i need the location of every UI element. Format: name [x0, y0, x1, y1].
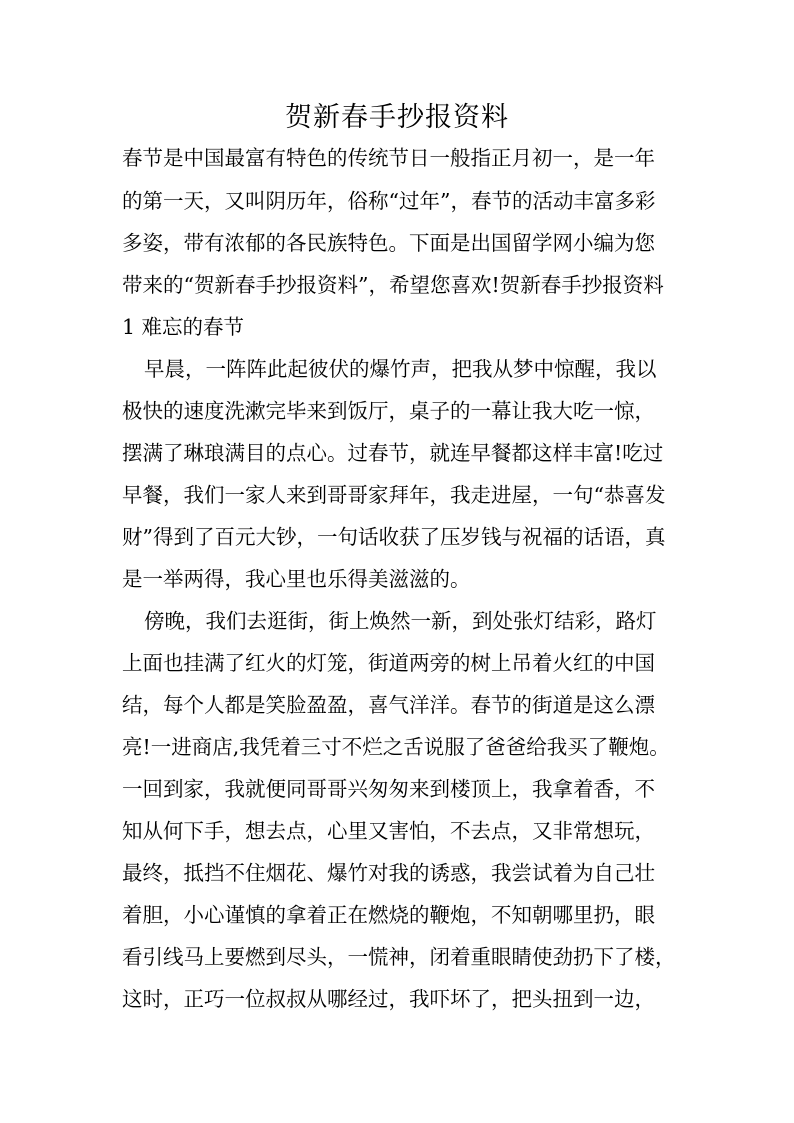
intro-line: 春节是中国最富有特色的传统节日一般指正月初一，是一年: [122, 146, 655, 170]
intro-line: 的第一天，又叫阴历年，俗称“过年”，春节的活动丰富多彩: [122, 189, 656, 213]
paragraph-2-line: 这时，正巧一位叔叔从哪经过，我吓坏了，把头扭到一边，: [122, 987, 655, 1011]
intro-line: 带来的“贺新春手抄报资料”，希望您喜欢!贺新春手抄报资料: [122, 273, 664, 297]
paragraph-2-line: 傍晚，我们去逛街，街上焕然一新，到处张灯结彩，路灯: [144, 609, 657, 633]
paragraph-2-line: 最终，抵挡不住烟花、爆竹对我的诱惑，我尝试着为自己壮: [122, 861, 655, 885]
paragraph-1-line: 财”得到了百元大钞，一句话收获了压岁钱与祝福的话语，真: [122, 525, 666, 549]
paragraph-2-line: 一回到家，我就便同哥哥兴匆匆来到楼顶上，我拿着香，不: [122, 777, 655, 801]
paragraph-2-line: 着胆，小心谨慎的拿着正在燃烧的鞭炮，不知朝哪里扔，眼: [122, 903, 655, 927]
paragraph-1-line: 摆满了琳琅满目的点心。过春节，就连早餐都这样丰富!吃过: [122, 441, 664, 465]
paragraph-1-line: 早晨，一阵阵此起彼伏的爆竹声，把我从梦中惊醒，我以: [144, 357, 657, 381]
section-heading: 1 难忘的春节: [122, 315, 245, 339]
paragraph-2-line: 亮!一进商店,我凭着三寸不烂之舌说服了爸爸给我买了鞭炮。: [122, 735, 670, 759]
paragraph-1-line: 是一举两得，我心里也乐得美滋滋的。: [122, 567, 471, 591]
intro-line: 多姿，带有浓郁的各民族特色。下面是出国留学网小编为您: [122, 231, 655, 255]
paragraph-2-line: 知从何下手，想去点，心里又害怕，不去点，又非常想玩，: [122, 819, 655, 843]
paragraph-2-line: 结，每个人都是笑脸盈盈，喜气洋洋。春节的街道是这么漂: [122, 693, 655, 717]
paragraph-2-line: 上面也挂满了红火的灯笼，街道两旁的树上吊着火红的中国: [122, 651, 655, 675]
page-title: 贺新春手抄报资料: [285, 102, 509, 133]
paragraph-1-line: 早餐，我们一家人来到哥哥家拜年，我走进屋，一句“恭喜发: [122, 483, 666, 507]
paragraph-2-line: 看引线马上要燃到尽头，一慌神，闭着重眼睛使劲扔下了楼，: [122, 945, 676, 969]
paragraph-1-line: 极快的速度洗漱完毕来到饭厅，桌子的一幕让我大吃一惊，: [122, 399, 655, 423]
